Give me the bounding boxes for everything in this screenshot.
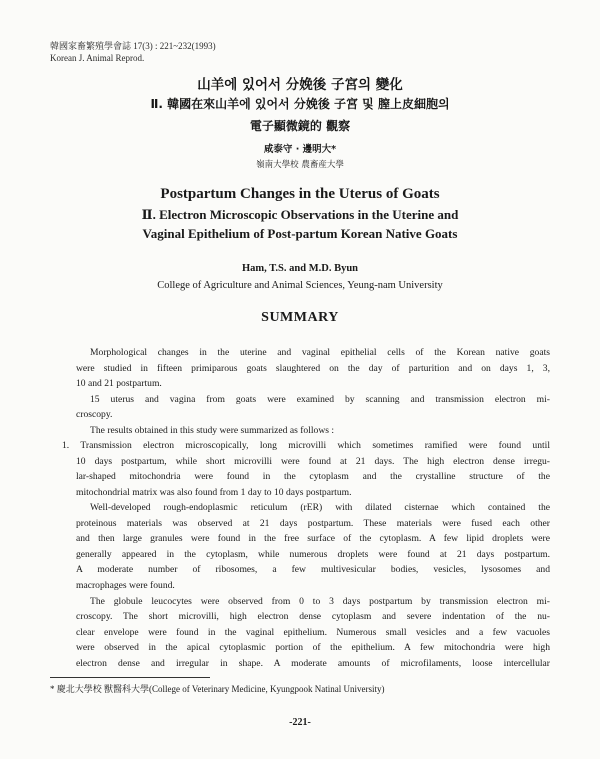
journal-citation-korean: 韓國家畜繁殖學會誌 17(3) : 221~232(1993) [50,41,216,51]
body-line: generally appeared in the cytoplasm, while numerous droplets were found at 21 days postpartum. [76,549,550,560]
body-line: electron dense and irregular in shape. A moderate amounts of microfilaments, loose intercellular [76,658,550,669]
page-number: -221- [289,717,311,728]
body-line: and then large granules were found in the free surface of the cytoplasm. A few lipid droplets were [76,533,550,544]
body-line: Morphological changes in the uterine and vaginal epithelial cells of the Korean native goats [90,347,550,358]
english-title-line-3: Vaginal Epithelium of Post-partum Korean Native Goats [142,226,458,241]
english-title-line-1: Postpartum Changes in the Uterus of Goats [160,186,440,202]
body-line: proteinous materials was observed at 21 days postpartum. These materials were fused each other [76,518,550,529]
body-line: were studied in fifteen primiparous goats slaughtered on the day of parturition and on days 1, 3, [76,363,550,374]
body-line: A moderate number of ribosomes, a few multivesicular bodies, vesicles, lysosomes and [76,564,550,575]
body-line: 10 and 21 postpartum. [76,378,162,389]
summary-heading: SUMMARY [261,310,339,325]
body-line: croscopy. The short microvilli, high electron dense cytoplasm and severe indentation of the nu- [76,611,550,622]
body-line: lar-shaped mitochondria were found in the cytoplasm and the crystalline structure of the [76,471,550,482]
body-line: The results obtained in this study were summarized as follows : [90,425,335,436]
journal-citation-english: Korean J. Animal Reprod. [50,53,145,63]
journal-header [50,40,216,64]
body-line: croscopy. [76,409,113,420]
body-line: 15 uterus and vagina from goats were examined by scanning and transmission electron mi- [90,394,550,405]
english-title-line-2: Ⅱ. Electron Microscopic Observations in the Uterine and [141,207,459,222]
body-line: Well-developed rough-endoplasmic reticulum (rER) with dilated cisternae which contained the [90,502,550,513]
english-affiliation: College of Agriculture and Animal Sciences, Yeung-nam University [157,280,443,291]
korean-affiliation: 嶺南大學校 農畜産大學 [256,160,344,170]
body-line: macrophages were found. [76,580,175,591]
author-footnote: * 慶北大學校 獸醫科大學(College of Veterinary Medicine, Kyungpook Natinal University) [50,684,385,694]
korean-title-line-1: 山羊에 있어서 分娩後 子宮의 變化 [197,77,403,93]
footnote-divider [50,677,210,678]
korean-authors: 咸泰守 · 邊明大* [263,144,337,155]
korean-title-line-2: Ⅱ. 韓國在來山羊에 있어서 分娩後 子宮 및 膣上皮細胞의 [150,97,450,111]
body-line: 10 days postpartum, while short microvilli were found at 21 days. The high electron dense irregu- [76,456,550,467]
body-line: were observed in the apical cytoplasmic portion of the epithelium. A few mitochondria were high [76,642,550,653]
body-line: 1. Transmission electron microscopically, long microvilli which sometimes ramified were found until [62,440,550,451]
body-line: The globule leucocytes were observed from 0 to 3 days postpartum by transmission electron mi- [90,596,550,607]
body-line: mitochondrial matrix was also found from 1 day to 10 days postpartum. [76,487,352,498]
english-authors: Ham, T.S. and M.D. Byun [241,263,359,274]
korean-title-line-3: 電子顯微鏡的 觀察 [249,119,351,133]
body-line: clear envelope were found in the vaginal epithelium. Numerous small vesicles and a few vacuoles [76,627,550,638]
